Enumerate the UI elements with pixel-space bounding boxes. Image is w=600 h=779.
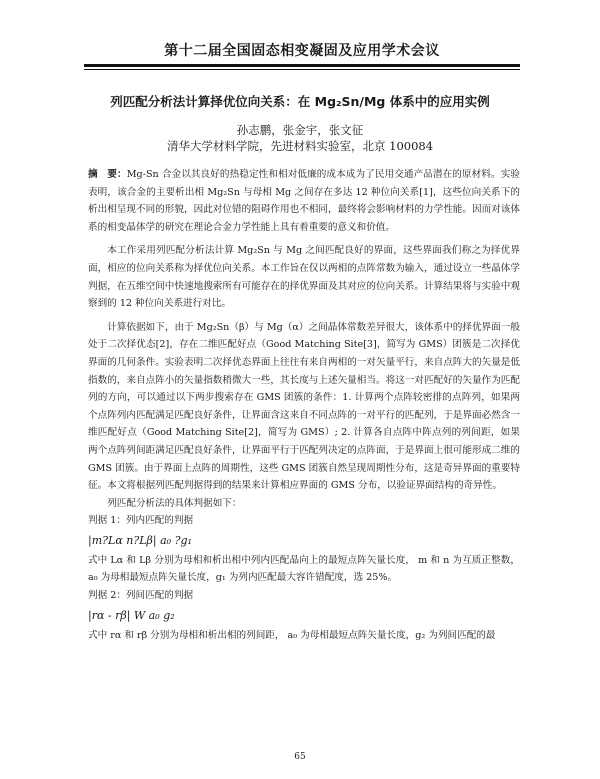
page-number: 65 — [294, 752, 306, 762]
abstract-text: Mg-Sn 合金以其良好的热稳定性和相对低廉的成本成为了民用交通产品潜在的原材料。实验表明，该合金的主要析出相 Mg₂Sn 与母相 Mg 之间存在多达 12 种位向关系[1]，这些位向关系下的析出相呈现不同的形貌，因此对位错的阻碍作用也不相同，最终将会影响材料的力学性能。因而对该体系的相变晶体学的研究在理论合金力学性能上具有着重要的意义和价值。 — [88, 169, 520, 233]
header-rule-thin — [84, 69, 520, 70]
header-rule — [84, 64, 520, 67]
paper-authors: 孙志鹏，张金宇，张文征 — [236, 123, 364, 137]
criterion-1-explanation: 式中 Lα 和 Lβ 分别为母相和析出相中列内匹配晶向上的最短点阵矢量长度， m 和 n 为互质正整数，a₀ 为母相最短点阵矢量长度，g₁ 为列内匹配最大容许错配度，选 25%。 — [88, 554, 520, 584]
criterion-1-label: 判据 1：列内匹配的判据 — [88, 515, 194, 527]
criterion-2-label: 判据 2：列间匹配的判据 — [88, 590, 194, 602]
abstract — [88, 166, 520, 236]
criterion-2-explanation: 式中 rα 和 rβ 分别为母相和析出相的列间距， a₀ 为母相最短点阵矢量长度，g₂ 为列间匹配的最 — [88, 629, 496, 641]
criterion-2-formula: |rα - rβ| W a₀ g₂ — [88, 608, 175, 622]
paper-affiliation: 清华大学材料学院，先进材料实验室，北京 100084 — [166, 139, 434, 153]
paragraph-2: 计算依据如下，由于 Mg₂Sn（β）与 Mg（α）之间晶体常数差异很大，该体系中的择优界面一般处于二次择优态[2]，存在二维匹配好点（Good Matching Site[3]，简写为 GMS）团簇是二次择优界面的几何条件。实验表明二次择优态界面上往往有来自两相的一对矢量平行，来自点阵大的矢量是低指数的，来自点阵小的矢量指数稍微大一些，其长度与上述矢量相当。将这一对匹配好的矢量作为匹配列的方向，可以通过以下两步搜索存在 GMS 团簇的条件：1. 计算两个点阵较密排的点阵列，如果两个点阵列内匹配满足匹配良好条件，让界面含这来自不同点阵的一对平行的匹配列，于是界面必然含一维匹配好点（Good Matching Site[2]，简写为 GMS）; 2. 计算各自点阵中阵点列的列间距，如果两个点阵列间距满足匹配良好条件，让界面平行于匹配列决定的点阵面，于是界面上很可能形成二维的 GMS 团簇。由于界面上点阵的周期性，这些 GMS 团簇自然呈现周期性分布，这是奇异界面的重要特征。本文将根据列匹配判据得到的结果来计算相应界面的 GMS 分布，以验证界面结构的奇异性。 — [88, 321, 520, 492]
criterion-1-formula: |m?Lα n?Lβ| a₀ ?g₁ — [88, 533, 192, 547]
paper-title: 列匹配分析法计算择优位向关系：在 Mg₂Sn/Mg 体系中的应用实例 — [110, 94, 490, 109]
paper-body — [88, 166, 520, 644]
abstract-label: 摘 要： — [88, 169, 127, 180]
paragraph-1: 本工作采用列匹配分析法计算 Mg₂Sn 与 Mg 之间匹配良好的界面，这些界面我们称之为择优界面，相应的位向关系称为择优位向关系。本工作旨在仅以两相的点阵常数为输入，通过设立一些晶体学判据，在五维空间中快速地搜索所有可能存在的择优界面及其对应的位向关系。计算结果将与实验中观察到的 12 种位向关系进行对比。 — [88, 245, 520, 310]
conference-header: 第十二届全国固态相变凝固及应用学术会议 — [164, 43, 440, 59]
paragraph-3: 列匹配分析法的具体判据如下： — [107, 497, 242, 509]
